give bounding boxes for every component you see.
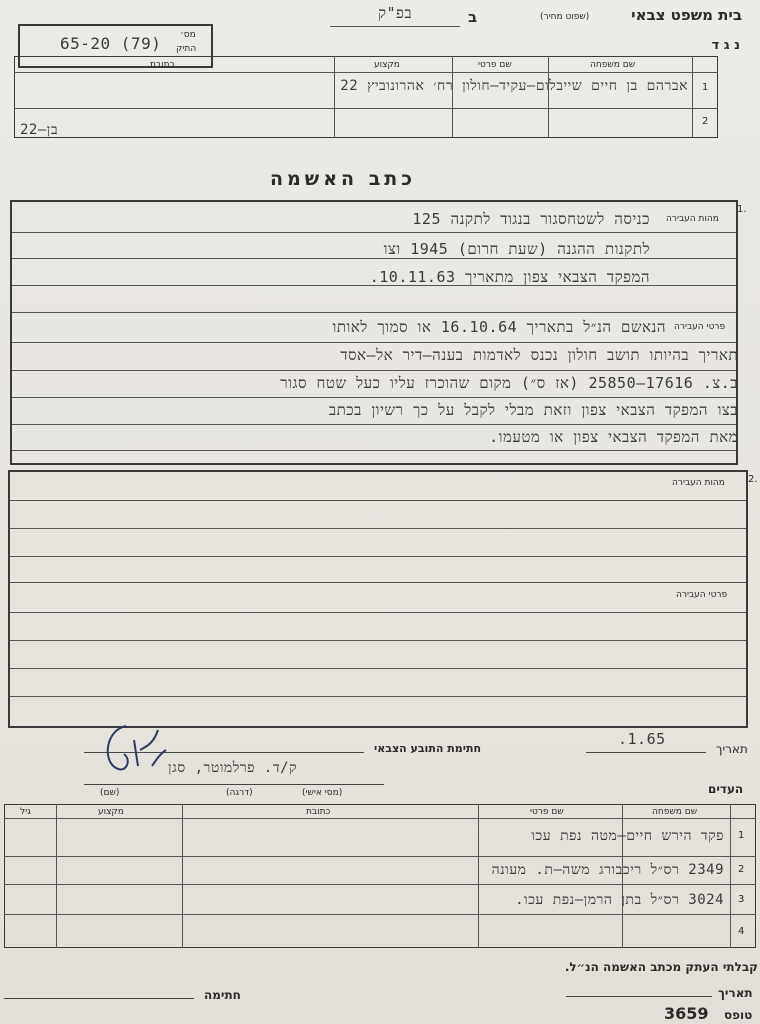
w-col-first: שם פרטי	[530, 807, 564, 817]
date-label: תאריך	[716, 742, 748, 756]
file-number: 65-20 (79)	[60, 34, 162, 53]
prosecutor-label: חתימת התובע הצבאי	[374, 742, 482, 755]
col-address: כתובת	[150, 60, 175, 70]
w-col-family: שם משפחה	[652, 807, 698, 817]
defendant-row-2: בן–22	[20, 122, 59, 138]
charge-1-details-line-3: ב.צ. 17616–25850 (אז ס״) מקום שהוכרז עליו כעל שטח סגור	[280, 374, 738, 392]
w-row-num-1: 1	[738, 830, 745, 841]
received-copy-text: קבלתי העתק מכתב האשמה הנ״ל.	[564, 960, 758, 974]
date-value: .1.65	[618, 730, 666, 748]
court-name: בית משפט צבאי	[631, 6, 742, 24]
col-first: שם פרטי	[478, 60, 512, 70]
w-row-num-4: 4	[738, 926, 745, 937]
w-row-num-2: 2	[738, 864, 745, 875]
witness-row-1: פקד הירש חיים–מטה נפת עכו	[531, 828, 724, 844]
charge-1-details-line-1: הנאשם הנ״ל בתאריך 16.10.64 או סמוך לאותו	[332, 318, 666, 336]
signature-icon	[96, 720, 176, 778]
col-family: שם משפחה	[590, 60, 636, 70]
charge-2-box	[8, 470, 748, 728]
charge-2-details-label: פרטי העבירה	[676, 590, 728, 600]
row-num-2: 2	[702, 116, 709, 127]
footer-date-label: תאריך	[718, 986, 753, 1000]
charge-1-details-line-2: תאריך בהיותו תושב חולון נכנס לאדמות בענה–דיר אל–אסד	[340, 346, 738, 364]
w-col-profession: מקצוע	[98, 807, 124, 817]
file-label-1: מס׳	[180, 30, 196, 40]
charge-1-details-line-4: בצו המפקד הצבאי צפון וזאת מבלי לקבל על כך רשיון בכתב	[328, 401, 738, 419]
witnesses-label: העדים	[708, 782, 744, 796]
w-col-address: כתובת	[306, 807, 331, 817]
charge-1-details-label: פרטי העבירה	[674, 322, 726, 332]
against-label: נ ג ד	[711, 38, 740, 53]
w-row-num-3: 3	[738, 894, 745, 905]
court-note: (שפוט מחיר)	[540, 12, 590, 22]
footer-signature-label: חתימה	[204, 988, 241, 1002]
prosecutor-name: ק/ד. פרלמוטר, סגן	[168, 760, 297, 776]
court-prep: ב	[468, 8, 478, 26]
witness-row-2: 2349 רס״ל ריכבורג משה–ת. מעונה	[491, 862, 724, 878]
charge-1-nature-line-3: המפקד הצבאי צפון מתאריך 10.11.63.	[369, 268, 650, 286]
court-location: בפ"ק	[378, 4, 413, 22]
form-label: טופס	[724, 1008, 753, 1022]
file-label-2: התיק	[176, 44, 197, 54]
charge-1-nature-line-2: לתקנות ההגנה (שעת חרום) 1945 וצו	[383, 240, 650, 258]
witness-row-3: 3024 רס״ל בתן הרמן–נפת עכו.	[515, 892, 724, 908]
charge-1-number: 1.	[737, 204, 747, 215]
w-col-age: גיל	[20, 807, 31, 817]
charge-2-number: 2.	[748, 474, 758, 485]
col-profession: מקצוע	[374, 60, 400, 70]
defendant-row-1: אברהם בן חיים שייבלום–עקיד–חולון רח׳ אהרונוביץ 22	[340, 78, 688, 94]
sub-label-id: (מסי אישי)	[302, 788, 343, 798]
charge-2-nature-label: מהות העבירה	[672, 478, 725, 488]
charge-1-nature-label: מהות העבירה	[666, 214, 719, 224]
signature-scribble-icon	[96, 720, 176, 784]
charge-1-nature-line-1: כניסה לשטחסגור בנגוד לתקנה 125	[412, 210, 650, 228]
form-number: 3659	[664, 1004, 709, 1023]
charge-1-details-line-5: מאת המפקד הצבאי צפון או מטעמו.	[489, 428, 738, 446]
row-num-1: 1	[702, 82, 709, 93]
sub-label-rank: (דרגה)	[226, 788, 253, 798]
sub-label-name: (שם)	[100, 788, 120, 798]
document-title: כתב האשמה	[270, 168, 417, 190]
